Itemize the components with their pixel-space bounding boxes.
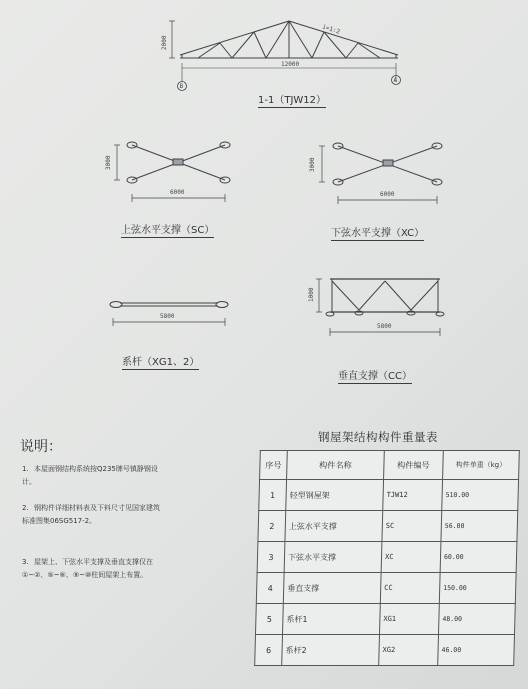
- table-title: 钢屋架结构构件重量表: [318, 430, 438, 444]
- truss-height-dim: 2000: [161, 35, 168, 50]
- truss-drawing: [169, 21, 401, 91]
- vertical-brace-height-dim: 1000: [308, 287, 315, 302]
- note-item-1: [22, 463, 162, 489]
- table-cell: 3: [257, 542, 285, 573]
- table-row: [258, 511, 518, 542]
- vertical-brace-caption: 垂直支撑（CC）: [338, 367, 412, 384]
- lower-brace-span-dim: 6000: [380, 191, 395, 198]
- truss-caption: 1-1（TJW12）: [258, 91, 326, 108]
- table-cell: 系杆2: [282, 635, 380, 666]
- truss-span-dim: 12000: [281, 61, 300, 68]
- table-cell: 轻型钢屋架: [286, 480, 384, 511]
- note-text: 本屋面钢结构系统按Q235牌号镇静钢设计。: [22, 465, 158, 486]
- header-cell: 构件名称: [287, 451, 385, 480]
- note-number: 2.: [22, 504, 29, 512]
- table-cell: 48.00: [438, 604, 515, 635]
- header-cell: 构件单重（kg）: [443, 451, 520, 480]
- table-cell: 下弦水平支撑: [284, 542, 382, 573]
- note-text: 屋架上、下弦水平支撑及垂直支撑仅在①~②、⑤~⑥、⑨~⑩柱间屋架上布置。: [22, 558, 153, 579]
- table-cell: 60.00: [440, 542, 517, 573]
- notes-title: 说明：: [20, 439, 62, 455]
- table-cell: 150.00: [439, 573, 516, 604]
- table-row: [255, 635, 515, 666]
- truss-slope-text: i=1:2: [321, 23, 341, 36]
- lower-brace-caption: 下弦水平支撑（XC）: [331, 224, 424, 241]
- note-item-2: [22, 502, 162, 528]
- table-cell: 46.00: [438, 635, 515, 666]
- table-row: [257, 542, 517, 573]
- upper-brace-span-dim: 6000: [170, 189, 185, 196]
- table-cell: 510.00: [442, 480, 519, 511]
- table-cell: XG1: [379, 604, 439, 635]
- lower-brace-height-dim: 3000: [309, 157, 316, 172]
- tie-rod-caption: 系杆（XG1、2）: [122, 353, 199, 370]
- table-row: [256, 573, 516, 604]
- table-cell: 56.00: [441, 511, 518, 542]
- table-cell: XG2: [379, 635, 439, 666]
- table-cell: 垂直支撑: [283, 573, 381, 604]
- axis-label-right: A: [393, 76, 398, 84]
- table-cell: 2: [258, 511, 286, 542]
- table-cell: 6: [255, 635, 283, 666]
- tie-rod-span-dim: 5800: [160, 313, 175, 320]
- note-number: 1.: [22, 465, 29, 473]
- table-header-row: [260, 451, 520, 480]
- table-cell: 5: [255, 604, 283, 635]
- header-cell: 序号: [260, 451, 288, 480]
- upper-brace-height-dim: 3000: [105, 155, 112, 170]
- note-number: 3.: [22, 558, 29, 566]
- table-cell: CC: [380, 573, 440, 604]
- note-text: 钢构件详细材料表及下料尺寸见国家建筑标准图集06SG517-2。: [22, 504, 160, 525]
- note-item-3: [22, 556, 162, 582]
- table-cell: SC: [382, 511, 442, 542]
- header-cell: 构件编号: [384, 451, 444, 480]
- table-cell: XC: [381, 542, 441, 573]
- table-cell: 系杆1: [282, 604, 380, 635]
- table-cell: TJW12: [383, 480, 443, 511]
- upper-brace-caption: 上弦水平支撑（SC）: [121, 221, 214, 238]
- table-cell: 上弦水平支撑: [285, 511, 383, 542]
- weight-table: [254, 450, 520, 666]
- table-row: [259, 480, 519, 511]
- vertical-brace-span-dim: 5800: [377, 323, 392, 330]
- table-cell: 4: [256, 573, 284, 604]
- axis-label-left: B: [179, 82, 184, 90]
- table-cell: 1: [259, 480, 287, 511]
- table-row: [255, 604, 515, 635]
